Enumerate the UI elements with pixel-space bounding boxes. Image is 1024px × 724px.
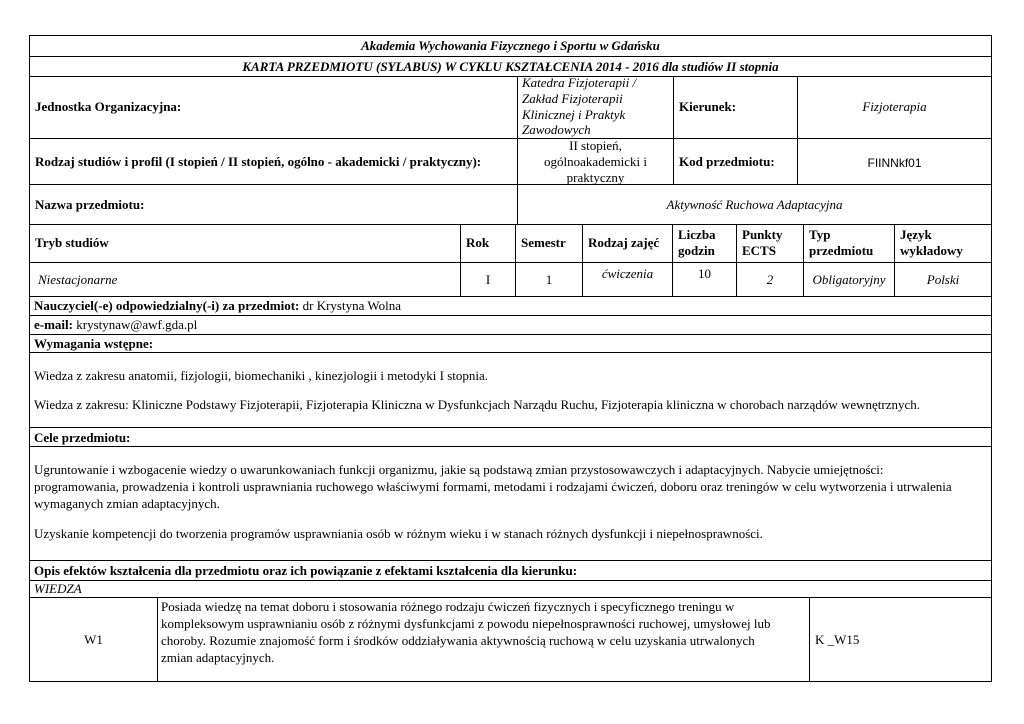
row-divider (29, 560, 992, 561)
card-title: KARTA PRZEDMIOTU (SYLABUS) W CYKLU KSZTAŁCENIA 2014 - 2016 dla studiów II stopnia (242, 59, 779, 74)
row-divider (29, 262, 992, 263)
row-divider (29, 446, 992, 447)
unit-value-line: Klinicznej i Praktyk (522, 107, 626, 122)
table-border-top (29, 35, 992, 36)
email-value: krystynaw@awf.gda.pl (72, 317, 198, 332)
col-header-language: Język (900, 227, 932, 242)
field-of-study-label: Kierunek: (679, 99, 737, 114)
unit-value-line: Zakład Fizjoterapii (522, 91, 623, 106)
prerequisites-text: Wiedza z zakresu: Kliniczne Podstawy Fizjoterapii, Fizjoterapia Kliniczna w Dysfunkcjach Narządu Ruchu, Fizjoterapia kliniczna w chorobach narządów wewnętrznych. (34, 397, 921, 412)
col-header-mode: Tryb studiów (35, 235, 109, 250)
col-divider (582, 224, 583, 296)
study-type-value-line: ogólnoakademicki i (544, 154, 647, 169)
col-header-ects: ECTS (742, 243, 776, 258)
row-divider (29, 352, 992, 353)
col-divider (672, 224, 673, 296)
goals-text-line: programowania, prowadzenia i kontroli usprawniania ruchowego właściwymi formami, metodami i rodzajami ćwiczeń, doboru oraz treningów w celu wytworzenia i utrwalenia (34, 479, 952, 494)
col-header-language: wykładowy (900, 243, 963, 258)
goals-label: Cele przedmiotu: (34, 430, 131, 445)
row-divider (29, 296, 992, 297)
cell-class-type: ćwiczenia (601, 266, 654, 281)
col-divider (157, 597, 158, 682)
col-header-semester: Semestr (521, 235, 566, 250)
goals-text-line: wymaganych zmian adaptacyjnych. (34, 496, 220, 511)
col-header-year: Rok (466, 235, 490, 250)
row-divider (29, 597, 992, 598)
subject-code-value: FIINNkf01 (867, 156, 922, 170)
row-divider (29, 184, 992, 185)
col-header-hours: Liczba (678, 227, 716, 242)
goals-text: Uzyskanie kompetencji do tworzenia programów usprawniania osób w różnym wieku i w stanach różnych dysfunkcji i niepełnosprawności. (34, 526, 763, 541)
cell-language: Polski (926, 272, 960, 287)
outcome-text-line: kompleksowym usprawnianiu osób z różnymi dysfunkcjami z powodu niepełnosprawności ruchowej, umysłowej lub (161, 616, 771, 631)
cell-hours: 10 (698, 266, 711, 281)
row-divider (29, 224, 992, 225)
institution-name: Akademia Wychowania Fizycznego i Sportu w Gdańsku (361, 38, 660, 53)
subject-name-value: Aktywność Ruchowa Adaptacyjna (666, 197, 843, 212)
row-divider (29, 138, 992, 139)
row-divider (29, 76, 992, 77)
outcomes-label: Opis efektów kształcenia dla przedmiotu oraz ich powiązanie z efektami kształcenia dla kierunku: (34, 563, 578, 578)
subject-code-label: Kod przedmiotu: (679, 154, 775, 169)
prerequisites-text: Wiedza z zakresu anatomii, fizjologii, biomechaniki , kinezjologii i metodyki I stopnia. (34, 368, 488, 383)
cell-semester: 1 (545, 272, 553, 287)
outcome-text-line: zmian adaptacyjnych. (161, 650, 275, 665)
col-header-hours: godzin (678, 243, 715, 258)
outcomes-section: WIEDZA (34, 581, 82, 596)
cell-year: I (485, 272, 491, 287)
email-row (34, 317, 197, 333)
row-divider (29, 334, 992, 335)
study-type-value-line: II stopień, (569, 138, 622, 153)
col-divider (809, 597, 810, 682)
teacher-name: dr Krystyna Wolna (299, 298, 401, 313)
col-header-type: Typ (809, 227, 831, 242)
unit-value-line: Katedra Fizjoterapii / (522, 75, 637, 90)
study-type-label: Rodzaj studiów i profil (I stopień / II stopień, ogólno - akademicki / praktyczny): (35, 154, 482, 169)
teacher-row (34, 298, 401, 314)
row-divider (29, 427, 992, 428)
study-type-value-line: praktyczny (566, 170, 625, 185)
row-divider (29, 56, 992, 57)
field-of-study-value: Fizjoterapia (862, 99, 927, 114)
row-divider (29, 580, 992, 581)
outcome-code: W1 (84, 632, 103, 647)
outcome-text-line: Posiada wiedzę na temat doboru i stosowania różnego rodzaju ćwiczeń fizycznych i specyficznego treningu w (161, 599, 735, 614)
cell-ects: 2 (766, 272, 774, 287)
outcome-reference: K _W15 (815, 632, 860, 647)
unit-value-line: Zawodowych (522, 122, 591, 137)
col-header-class-type: Rodzaj zajęć (588, 235, 660, 250)
prerequisites-label: Wymagania wstępne: (34, 336, 154, 351)
row-divider (29, 315, 992, 316)
teacher-label: Nauczyciel(-e) odpowiedzialny(-i) za przedmiot: (34, 298, 300, 313)
cell-subject-type: Obligatoryjny (812, 272, 886, 287)
unit-label: Jednostka Organizacyjna: (35, 99, 182, 114)
table-border-left (29, 35, 30, 682)
outcome-text-line: choroby. Rozumie znajomość form i środków oddziaływania aktywnością ruchową w celu uzyskania utrwalonych (161, 633, 755, 648)
col-divider (673, 76, 674, 184)
subject-name-label: Nazwa przedmiotu: (35, 197, 145, 212)
email-label: e-mail: (34, 317, 73, 332)
table-border-right (991, 35, 992, 682)
col-header-ects: Punkty (742, 227, 783, 242)
col-header-type: przedmiotu (809, 243, 874, 258)
goals-text-line: Ugruntowanie i wzbogacenie wiedzy o uwarunkowaniach funkcji organizmu, jakie są podstawą zmian przystosowawczych i adaptacyjnych. Nabycie umiejętności: (34, 462, 884, 477)
cell-mode: Niestacjonarne (38, 272, 118, 287)
table-border-bottom (29, 681, 992, 682)
